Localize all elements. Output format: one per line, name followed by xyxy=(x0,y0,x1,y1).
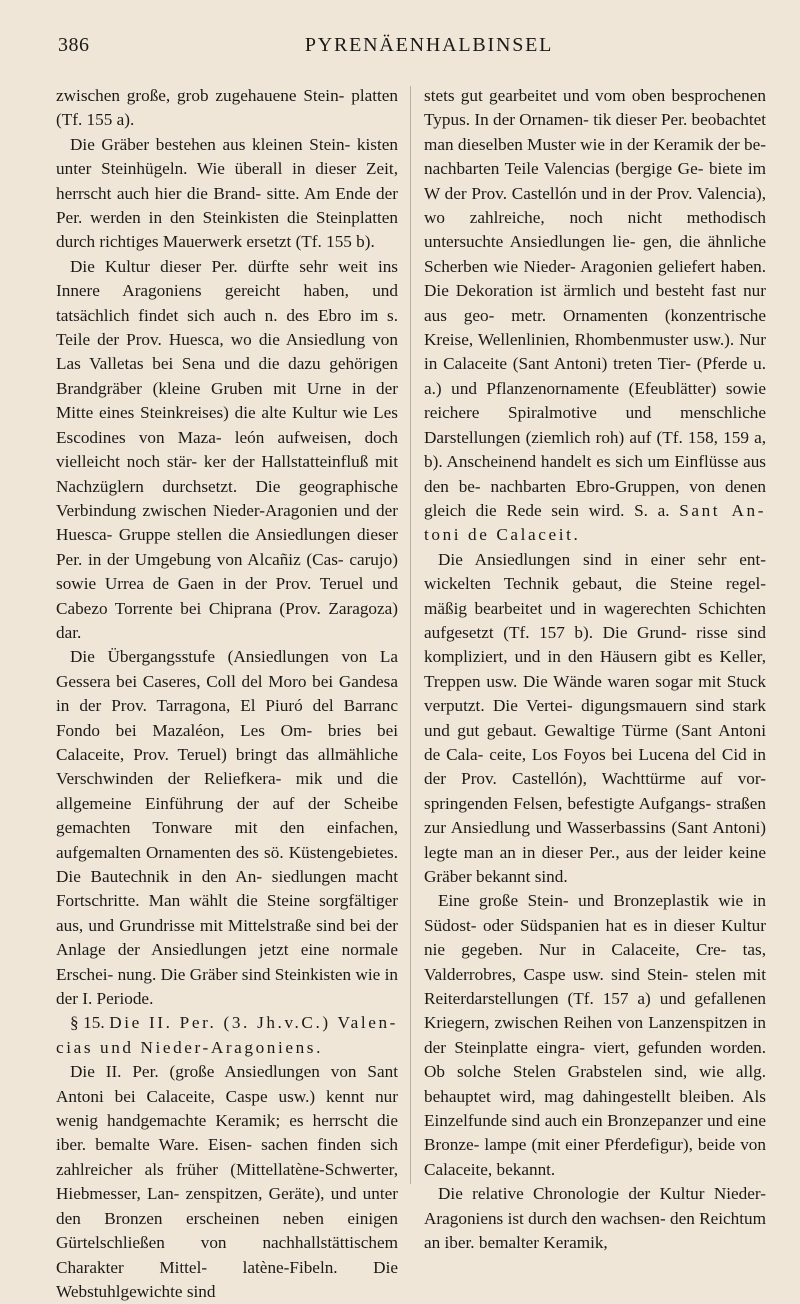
paragraph: Eine große Stein- und Bronzeplastik wie in Südost- oder Südspanien hat es in dieser Kultur nie gegeben. Nur in Calaceite, Cre- tas, Valderrobres, Caspe usw. sind Stein- stelen mit Reiterdarstellungen (Tf. 157 a) und gefallenen Kriegern, zwischen Reihen von Lanzenspitzen in der Steinplatte eingra- viert, gefunden worden. Ob solche Stelen Grabstelen sind, wie allg. behauptet wird, mag dahingestellt bleiben. Als Einzelfunde sind auch ein Bronzepanzer und eine Bronze- lampe (mit einer Pferdefigur), beide von Calaceite, bekannt. xyxy=(424,891,766,1179)
running-title: PYRENÄENHALBINSEL xyxy=(304,34,554,56)
cross-reference: Sant An- toni de Calaceit. xyxy=(424,500,767,545)
paragraph: Die Ansiedlungen sind in einer sehr ent- wickelten Technik gebaut, die Steine regel- mäßig bearbeitet und in wagerechten Schichten aufgesetzt (Tf. 157 b). Die Grund- risse sind kompliziert, und in den Häusern gibt es Keller, Treppen usw. Die Wände waren sogar mit Stuck verputzt. Die Vertei- digungsmauern sind stark und gut gebaut. Gewaltige Türme (Sant Antoni de Cala- ceite, Los Foyos bei Lucena del Cid in der Prov. Castellón), Wachttürme auf vor- springenden Felsen, befestigte Aufgangs- straßen zur Ansiedlung und Wasserbassins (Sant Antoni) legte man an in dieser Per., aus der leider keine Gräber bekannt sind. xyxy=(424,549,766,886)
text-columns xyxy=(56,84,767,1301)
section-heading xyxy=(56,1011,398,1060)
right-column xyxy=(424,84,766,1256)
section-number: § 15. xyxy=(70,1013,105,1033)
section-title: Die II. Per. (3. Jh.v.C.) Valen- cias und Nieder-Aragoniens. xyxy=(56,1013,399,1057)
column-divider xyxy=(410,86,411,1184)
paragraph: Die II. Per. (große Ansiedlungen von Sant Antoni bei Calaceite, Caspe usw.) kennt nur wenig handgemachte Keramik; es herrscht die iber. bemalte Ware. Eisen- sachen finden sich zahlreicher als früher (Mittellatène-Schwerter, Hiebmesser, Lan- zenspitzen, Geräte), und unter den Bronzen erscheinen neben einigen Gürtelschließen von nachhallstättischem Charakter Mittel- latène-Fibeln. Die Webstuhlgewichte sind xyxy=(56,1062,398,1301)
paragraph: Die relative Chronologie der Kultur Nieder-Aragoniens ist durch den wachsen- den Reichtum an iber. bemalter Keramik, xyxy=(424,1184,766,1253)
paragraph: zwischen große, grob zugehauene Stein- platten (Tf. 155 a). xyxy=(56,86,398,130)
paragraph: Die Übergangsstufe (Ansiedlungen von La Gessera bei Caseres, Coll del Moro bei Gandesa in der Prov. Tarragona, El Piuró del Barranc Fondo bei Mazaléon, Les Om- bries bei Calaceite, Prov. Teruel) bringt das allmähliche Verschwinden der Reliefkera- mik und die allgemeine Einführung der auf der Scheibe gemachten Tonware mit den einfachen, aufgemalten Ornamenten des sö. Küstengebietes. Die Bautechnik in den An- siedlungen macht Fortschritte. Man wählt die Steine sorgfältiger aus, und Grundrisse mit Mittelstraße sind bei der Anlage der Ansiedlungen jetzt eine normale Erschei- nung. Die Gräber sind Steinkisten wie in der I. Periode. xyxy=(56,647,398,1009)
paragraph: Die Kultur dieser Per. dürfte sehr weit ins Innere Aragoniens gereicht haben, und tatsächlich findet sich auch n. des Ebro im s. Teile der Prov. Huesca, wo die Ansiedlung von Las Valletas bei Sena und die dazu gehörigen Brandgräber (kleine Gruben mit Urne in der Mitte eines Steinkreises) die alte Kultur wie Les Escodines von Maza- león aufweisen, doch vielleicht noch stär- ker der Hallstatteinfluß mit Nachzüglern durchsetzt. Die geographische Verbindung zwischen Nieder-Aragonien und der Huesca- Gruppe stellen die Ansiedlungen dieser Per. in der Umgebung von Alcañiz (Cas- carujo) sowie Urrea de Gaen in der Prov. Teruel und Cabezo Torrente bei Chiprana (Prov. Zaragoza) dar. xyxy=(56,256,398,642)
left-column xyxy=(56,84,398,1304)
paragraph-text: stets gut gearbeitet und vom oben besprochenen Typus. In der Ornamen- tik dieser Per. beobachtet man dieselben Muster wie in der Keramik der be- nachbarten Teile Valencias (bergige Ge- biete im W der Prov. Castellón und in der Prov. Valencia), wo zahlreiche, noch nicht methodisch untersuchte Ansiedlungen lie- gen, die ähnliche Scherben wie Nieder- Aragonien geliefert haben. Die Dekoration ist ärmlich und besteht fast nur aus geo- metr. Ornamenten (konzentrische Kreise, Wellenlinien, Rhombenmuster usw.). Nur in Calaceite (Sant Antoni) treten Tier- (Pferde u. a.) und Pflanzenornamente (Efeublätter) sowie reichere Spiralmotive und menschliche Darstellungen (ziemlich roh) auf (Tf. 158, 159 a, b). Anscheinend handelt es sich um Einflüsse aus den be- nachbarten Ebro-Gruppen, von denen gleich die Rede sein wird. S. a. xyxy=(424,86,766,520)
paragraph xyxy=(424,84,766,548)
page-number: 386 xyxy=(58,34,90,56)
page-header xyxy=(58,34,760,66)
paragraph: Die Gräber bestehen aus kleinen Stein- kisten unter Steinhügeln. Wie überall in dieser Zeit, herrscht auch hier die Brand- sitte. Am Ende der Per. werden in den Steinkisten die Steinplatten durch richtiges Mauerwerk ersetzt (Tf. 155 b). xyxy=(56,134,398,252)
